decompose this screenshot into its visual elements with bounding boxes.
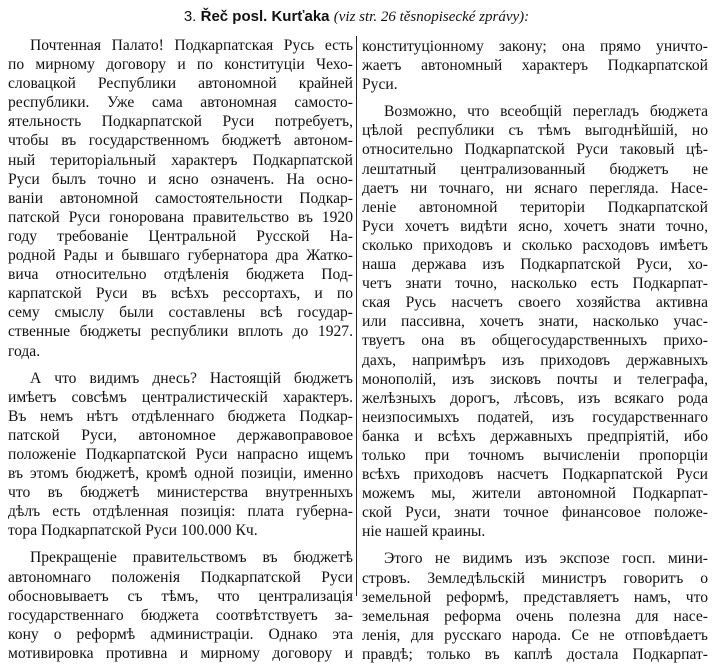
text-line: конституціонному закону; она прямо уничто- xyxy=(362,38,708,55)
text-line: родной Рады и бывшаго губернатора дра Жатко- xyxy=(8,247,353,265)
text-line: ніе нашей краины. xyxy=(362,523,486,541)
text-line: четъ знати точно, насколько есть Подкарпат- xyxy=(362,275,708,293)
text-line: ская Русь насчетъ своего хозяйства активна xyxy=(362,294,708,312)
text-line: дахъ, напримѣръ изъ приходовъ державныхъ xyxy=(362,351,708,369)
text-line: тора Подкарпатской Руси 100.000 Кч. xyxy=(8,522,258,540)
text-line: въ этомъ бюджетѣ, кромѣ одной позиціи, именно xyxy=(8,465,353,483)
text-line: ственные бюджеты республики вплоть до 1927. xyxy=(8,323,353,341)
text-line: ный територіальный характеръ Подкарпатской xyxy=(8,151,353,169)
text-line: банка и всѣхъ державныхъ предпріятій, ибо xyxy=(362,427,708,445)
text-line: Почтенная Палато! Подкарпатская Русь есть xyxy=(30,37,353,54)
text-line: леніе автономной територіи Подкарпатской xyxy=(362,198,708,216)
text-line: ленія, для русскаго народа. Се не отповѣдаетъ xyxy=(362,626,708,644)
text-line: только при точномъ вычисленіи пропорціи xyxy=(362,446,708,464)
text-line: года. xyxy=(8,342,41,360)
text-line: сколько приходовъ и сколько расходовъ имѣетъ xyxy=(362,236,708,254)
text-line: даетъ ни точнаго, ни яснаго перегляда. Насе- xyxy=(362,179,708,197)
text-line: чтобы въ государственномъ бюджетѣ автоном- xyxy=(8,132,353,150)
text-line: вича относительно отдѣленія бюджета Под- xyxy=(8,266,353,284)
text-line: Прекращеніе правительствомъ въ бюджетѣ xyxy=(30,549,353,567)
text-line: цѣлой республики съ тѣмъ выгоднѣйшій, но xyxy=(362,122,708,140)
text-line: обосновываетъ съ тѣмъ, что централизація xyxy=(8,587,353,605)
text-line: земельной реформѣ, представляетъ намъ, что xyxy=(362,588,708,606)
text-line: положеніе Подкарпатской Руси напрасно ищемъ xyxy=(8,445,353,463)
text-line: патской Руси, автономное державоправовое xyxy=(8,426,353,444)
text-line: республики. Уже сама автономная самосто- xyxy=(8,94,353,112)
heading-speaker: Řeč posl. Kurťaka xyxy=(200,8,330,25)
text-line: лештатный централизованный бюджетъ не xyxy=(362,160,708,178)
text-line: Этого не видимъ изъ экспозе госп. мини- xyxy=(384,550,708,568)
text-line: правдѣ; только въ каплѣ достала Подкарпат- xyxy=(362,645,708,663)
right-text-column xyxy=(362,37,708,664)
text-line: автономнаго положенія Подкарпатской Руси xyxy=(8,568,353,586)
text-line: дѣлъ есть отдѣленная позиція: плата губерна- xyxy=(8,503,353,521)
text-line: стровъ. Земледѣльскій министръ говоритъ о xyxy=(362,569,708,587)
text-line: всѣхъ приходовъ насчетъ Подкарпатской Руси xyxy=(362,466,708,484)
text-line: жаетъ автономный характеръ Подкарпатской xyxy=(362,57,708,75)
text-line: монополій, изъ зисковъ почты и телеграфа, xyxy=(362,370,708,388)
text-line: желѣзныхъ дорогъ, лѣсовъ, изъ всякаго рода xyxy=(362,389,708,407)
text-line: карпатской Руси въ всѣхъ рессортахъ, и по xyxy=(8,285,353,303)
text-line: Возможно, что всеобщій перегладъ бюджета xyxy=(384,103,708,121)
text-line: государственнаго бюджета соотвѣтствуетъ за- xyxy=(8,606,353,624)
text-line: относительно Подкарпатской Руси таковый цѣ- xyxy=(362,141,708,159)
text-line: Руси былъ точно и ясно означенъ. На осно- xyxy=(8,170,353,188)
heading-reference: (viz str. 26 těsnopisecké zprávy): xyxy=(333,9,530,25)
text-line: или пассивна, хочетъ знати, насколько учас- xyxy=(362,313,708,331)
text-line: земельная реформа очень полезна для насе- xyxy=(362,607,708,625)
text-line: неизпосимыхъ податей, изъ государственнаго xyxy=(362,408,708,426)
text-line: мотивировка противна и мирному договору и xyxy=(8,644,353,662)
left-text-column xyxy=(8,36,353,663)
text-line: Руси хочетъ видѣти ясно, хочетъ знати точно, xyxy=(362,217,708,235)
text-line: что въ бюджетѣ министерства внутренныхъ xyxy=(8,484,353,502)
text-line: наша держава изъ Подкарпатской Руси, хо- xyxy=(362,256,708,274)
text-line: А что видимъ днесь? Настоящій бюджетъ xyxy=(30,369,353,387)
text-line: словацкой Республики автономной крайней xyxy=(8,75,353,93)
text-line: ской Руси, знати точное финансовое положе- xyxy=(362,504,708,522)
text-line: имѣетъ совсѣмъ централистическій характеръ. xyxy=(8,388,353,406)
text-line: сему смыслу были составлены всѣ государ- xyxy=(8,304,353,322)
column-divider xyxy=(356,36,357,596)
text-line: Руси. xyxy=(362,76,398,94)
text-line: можемъ мы, жители автономной Подкарпат- xyxy=(362,485,708,503)
text-line: ятельность Подкарпатской Руси потребуетъ, xyxy=(8,113,353,131)
text-line: году требованіе Центральной Русской На- xyxy=(8,227,353,245)
heading-number: 3. xyxy=(183,8,197,25)
text-line: Въ немъ нѣтъ отдѣленнаго бюджета Подкар- xyxy=(8,407,353,425)
text-line: твуетъ она въ общегосударственныхъ прихо- xyxy=(362,332,708,350)
speech-heading xyxy=(0,6,713,26)
text-line: патской Руси гонорована правительство въ 1920 xyxy=(8,208,353,226)
text-line: по мирному договору и по конституціи Чехо- xyxy=(8,56,353,74)
text-line: ваніи автономной самостоятельности Подкар- xyxy=(8,189,353,207)
text-line: кону о реформѣ администраціи. Однако эта xyxy=(8,625,353,643)
